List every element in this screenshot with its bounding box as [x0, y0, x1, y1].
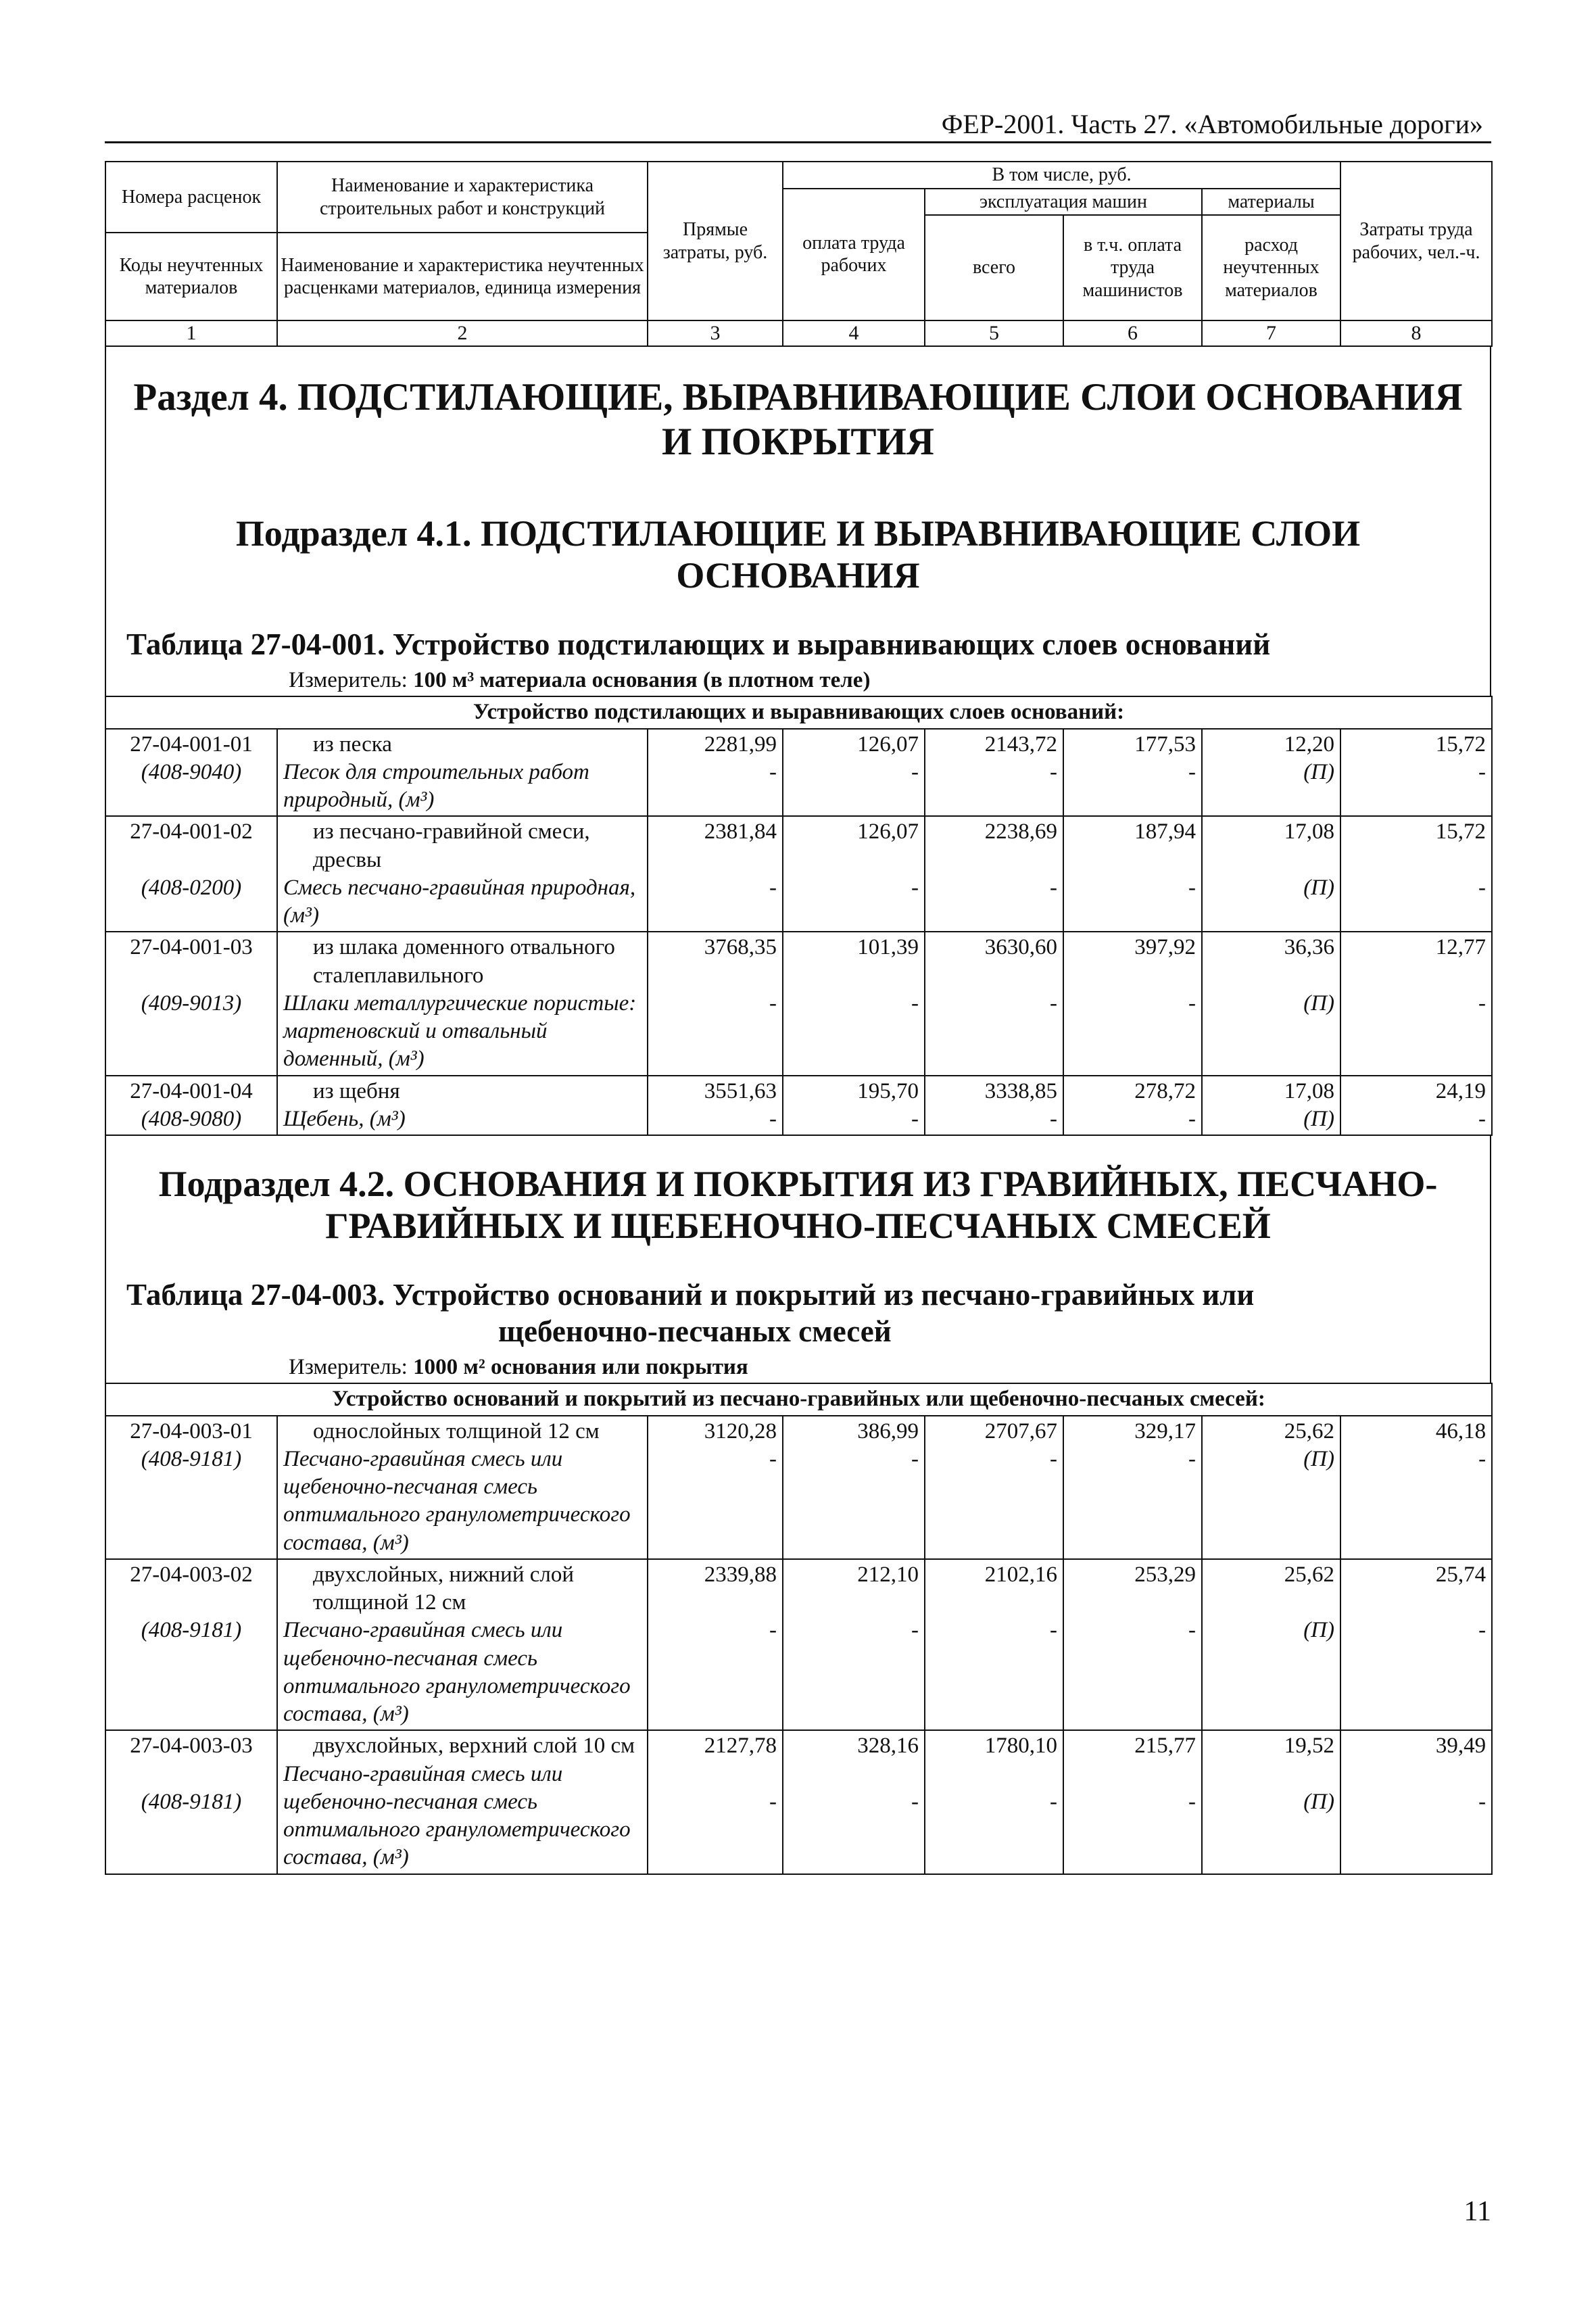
materials-p: (П)	[1303, 1618, 1334, 1643]
materials-p: (П)	[1303, 1106, 1334, 1131]
direct-costs: 2381,84	[704, 819, 777, 844]
rate-code: 27-04-001-01	[130, 732, 253, 757]
dash: -	[1188, 1618, 1196, 1643]
labor-hours: 25,74	[1435, 1562, 1486, 1587]
table-row	[105, 729, 1492, 817]
header-machines: эксплуатация машин	[925, 189, 1202, 216]
main-table-frame	[105, 161, 1491, 2027]
materials-p: (П)	[1303, 875, 1334, 900]
table-unit	[106, 1350, 1490, 1383]
work-name: из щебня	[313, 1078, 400, 1103]
page-number: 11	[1464, 2196, 1491, 2227]
header-rates-number: Номера расценок	[105, 162, 277, 233]
labor-hours: 15,72	[1435, 732, 1486, 757]
dash: -	[1188, 1106, 1196, 1131]
direct-costs: 3120,28	[704, 1418, 777, 1443]
rate-code: 27-04-001-04	[130, 1078, 253, 1103]
group-heading: Устройство подстилающих и выравнивающих слоев оснований:	[105, 696, 1492, 728]
header-direct-costs: Прямые затраты, руб.	[648, 162, 783, 320]
material-code: (408-9181)	[141, 1446, 242, 1471]
labor-pay: 126,07	[857, 819, 919, 844]
dash: -	[1478, 991, 1486, 1016]
header-materials-use: расход неучтенных материалов	[1202, 215, 1340, 320]
labor-hours: 46,18	[1435, 1418, 1486, 1443]
dash: -	[1478, 1618, 1486, 1643]
dash: -	[769, 875, 777, 900]
material-name: Смесь песчано-гравийная природная, (м³)	[283, 875, 636, 928]
rate-code: 27-04-003-03	[130, 1734, 253, 1759]
dash: -	[1478, 875, 1486, 900]
dash: -	[1050, 1446, 1057, 1471]
material-name: Песчано-гравийная смесь или щебеночно-песчаная смесь оптимального гранулометрического состава, (м³)	[283, 1618, 631, 1727]
material-code: (408-9080)	[141, 1106, 242, 1131]
machines-total: 3338,85	[984, 1078, 1057, 1103]
dash: -	[911, 875, 919, 900]
rate-code: 27-04-001-02	[130, 819, 253, 844]
dash: -	[1478, 759, 1486, 784]
unit-label: Измеритель:	[289, 668, 414, 693]
table-title-line-2: щебеночно-песчаных смесей	[498, 1314, 892, 1349]
subsection-title: Подраздел 4.1. ПОДСТИЛАЮЩИЕ И ВЫРАВНИВАЮЩИЕ СЛОИ ОСНОВАНИЯ	[235, 513, 1361, 596]
labor-pay: 195,70	[857, 1078, 919, 1103]
direct-costs: 3551,63	[704, 1078, 777, 1103]
col-number: 7	[1202, 320, 1340, 346]
col-number: 8	[1340, 320, 1492, 346]
unit-value: 1000 м² основания или покрытия	[413, 1355, 748, 1380]
dash: -	[911, 991, 919, 1016]
machines-pay: 215,77	[1134, 1734, 1196, 1759]
dash: -	[1050, 759, 1057, 784]
machines-total: 1780,10	[984, 1734, 1057, 1759]
dash: -	[911, 759, 919, 784]
dash: -	[1188, 1789, 1196, 1814]
dash: -	[1050, 875, 1057, 900]
work-name: из шлака доменного отвального сталеплавильного	[313, 935, 615, 988]
group-heading: Устройство оснований и покрытий из песчано-гравийных или щебеночно-песчаных смесей:	[105, 1383, 1492, 1415]
col-number: 1	[105, 320, 277, 346]
labor-pay: 126,07	[857, 732, 919, 757]
material-name: Щебень, (м³)	[283, 1106, 406, 1131]
header-machines-pay: в т.ч. оплата труда машинистов	[1063, 215, 1202, 320]
machines-pay: 253,29	[1134, 1562, 1196, 1587]
table-row	[105, 1559, 1492, 1731]
machines-total: 2707,67	[984, 1418, 1057, 1443]
dash: -	[1478, 1789, 1486, 1814]
work-name: однослойных толщиной 12 см	[313, 1418, 600, 1443]
table-row	[105, 816, 1492, 932]
dash: -	[911, 1789, 919, 1814]
materials: 17,08	[1284, 1078, 1334, 1103]
dash: -	[1050, 991, 1057, 1016]
material-name: Песок для строительных работ природный, (м³)	[283, 759, 589, 813]
work-name: из песчано-гравийной смеси, дресвы	[313, 819, 590, 872]
materials: 17,08	[1284, 819, 1334, 844]
header-labor-cost: Затраты труда рабочих, чел.-ч.	[1340, 162, 1492, 320]
material-name: Песчано-гравийная смесь или щебеночно-песчаная смесь оптимального гранулометрического состава, (м³)	[283, 1446, 631, 1555]
dash: -	[1478, 1106, 1486, 1131]
column-header-table	[105, 161, 1493, 347]
table-unit	[106, 663, 1490, 696]
dash: -	[1188, 1446, 1196, 1471]
material-name: Шлаки металлургические пористые: мартеновский и отвальный доменный, (м³)	[283, 991, 637, 1072]
work-name: из песка	[313, 732, 392, 757]
labor-pay: 386,99	[857, 1418, 919, 1443]
rate-code: 27-04-003-01	[130, 1418, 253, 1443]
labor-pay: 101,39	[857, 935, 919, 960]
labor-hours: 24,19	[1435, 1078, 1486, 1103]
subsection-title: Подраздел 4.2. ОСНОВАНИЯ И ПОКРЫТИЯ ИЗ ГРАВИЙНЫХ, ПЕСЧАНО-ГРАВИЙНЫХ И ЩЕБЕНОЧНО-ПЕСЧАНЫХ СМЕСЕЙ	[158, 1164, 1438, 1247]
machines-pay: 329,17	[1134, 1418, 1196, 1443]
col-number: 5	[925, 320, 1063, 346]
dash: -	[769, 991, 777, 1016]
labor-hours: 12,77	[1435, 935, 1486, 960]
dash: -	[1478, 1446, 1486, 1471]
materials: 12,20	[1284, 732, 1334, 757]
dash: -	[1050, 1618, 1057, 1643]
subsection-block	[105, 1136, 1491, 1383]
direct-costs: 2127,78	[704, 1734, 777, 1759]
machines-total: 2143,72	[984, 732, 1057, 757]
materials-p: (П)	[1303, 991, 1334, 1016]
machines-total: 3630,60	[984, 935, 1057, 960]
column-numbers-row	[105, 320, 1492, 346]
table-row	[105, 1076, 1492, 1136]
header-work-name: Наименование и характеристика строительных работ и конструкций	[277, 162, 648, 233]
rate-code: 27-04-003-02	[130, 1562, 253, 1587]
machines-pay: 177,53	[1134, 732, 1196, 757]
labor-pay: 212,10	[857, 1562, 919, 1587]
machines-total: 2102,16	[984, 1562, 1057, 1587]
direct-costs: 2281,99	[704, 732, 777, 757]
machines-total: 2238,69	[984, 819, 1057, 844]
materials: 25,62	[1284, 1418, 1334, 1443]
header-labor-pay: оплата труда рабочих	[783, 189, 925, 321]
materials-p: (П)	[1303, 1789, 1334, 1814]
table-title: Таблица 27-04-001. Устройство подстилающих и выравнивающих слоев оснований	[126, 627, 1271, 662]
col-number: 6	[1063, 320, 1202, 346]
machines-pay: 278,72	[1134, 1078, 1196, 1103]
header-in-total: В том числе, руб.	[783, 162, 1340, 189]
materials-p: (П)	[1303, 759, 1334, 784]
labor-pay: 328,16	[857, 1734, 919, 1759]
header-machines-total: всего	[925, 215, 1063, 320]
direct-costs: 3768,35	[704, 935, 777, 960]
dash: -	[769, 1789, 777, 1814]
col-number: 4	[783, 320, 925, 346]
unit-value: 100 м³ материала основания (в плотном теле)	[413, 668, 871, 693]
dash: -	[911, 1446, 919, 1471]
material-name: Песчано-гравийная смесь или щебеночно-песчаная смесь оптимального гранулометрического состава, (м³)	[283, 1761, 631, 1870]
dash: -	[911, 1618, 919, 1643]
header-materials: материалы	[1202, 189, 1340, 216]
material-code: (409-9013)	[141, 991, 242, 1016]
dash: -	[1050, 1789, 1057, 1814]
dash: -	[769, 759, 777, 784]
section-title: Раздел 4. ПОДСТИЛАЮЩИЕ, ВЫРАВНИВАЮЩИЕ СЛОИ ОСНОВАНИЯ И ПОКРЫТИЯ	[133, 376, 1463, 463]
dash: -	[911, 1106, 919, 1131]
labor-hours: 15,72	[1435, 819, 1486, 844]
materials: 19,52	[1284, 1734, 1334, 1759]
work-name: двухслойных, верхний слой 10 см	[313, 1734, 635, 1759]
machines-pay: 397,92	[1134, 935, 1196, 960]
table-row	[105, 1730, 1492, 1874]
rates-table-1	[105, 696, 1493, 1136]
unit-label: Измеритель:	[289, 1355, 414, 1380]
work-name: двухслойных, нижний слой толщиной 12 см	[313, 1562, 575, 1615]
table-row	[105, 1416, 1492, 1559]
rate-code: 27-04-001-03	[130, 935, 253, 960]
dash: -	[769, 1446, 777, 1471]
material-code: (408-9181)	[141, 1789, 242, 1814]
dash: -	[769, 1618, 777, 1643]
header-rule	[105, 141, 1491, 143]
table-row	[105, 932, 1492, 1075]
dash: -	[1050, 1106, 1057, 1131]
material-code: (408-9040)	[141, 759, 242, 784]
dash: -	[1188, 991, 1196, 1016]
materials: 36,36	[1284, 935, 1334, 960]
labor-hours: 39,49	[1435, 1734, 1486, 1759]
header-material-name: Наименование и характеристика неучтенных расценками материалов, единица измерения	[277, 233, 648, 320]
materials-p: (П)	[1303, 1446, 1334, 1471]
material-code: (408-9181)	[141, 1618, 242, 1643]
running-header: ФЕР-2001. Часть 27. «Автомобильные дороги»	[941, 109, 1483, 139]
direct-costs: 2339,88	[704, 1562, 777, 1587]
materials: 25,62	[1284, 1562, 1334, 1587]
table-title	[106, 1247, 1490, 1350]
section-block	[105, 347, 1491, 696]
dash: -	[769, 1106, 777, 1131]
material-code: (408-0200)	[141, 875, 242, 900]
col-number: 3	[648, 320, 783, 346]
dash: -	[1188, 875, 1196, 900]
rates-table-2	[105, 1383, 1493, 1874]
header-material-codes: Коды неучтенных материалов	[105, 233, 277, 320]
machines-pay: 187,94	[1134, 819, 1196, 844]
table-title-line-1: Таблица 27-04-003. Устройство оснований и покрытий из песчано-гравийных или	[126, 1278, 1255, 1312]
dash: -	[1188, 759, 1196, 784]
col-number: 2	[277, 320, 648, 346]
